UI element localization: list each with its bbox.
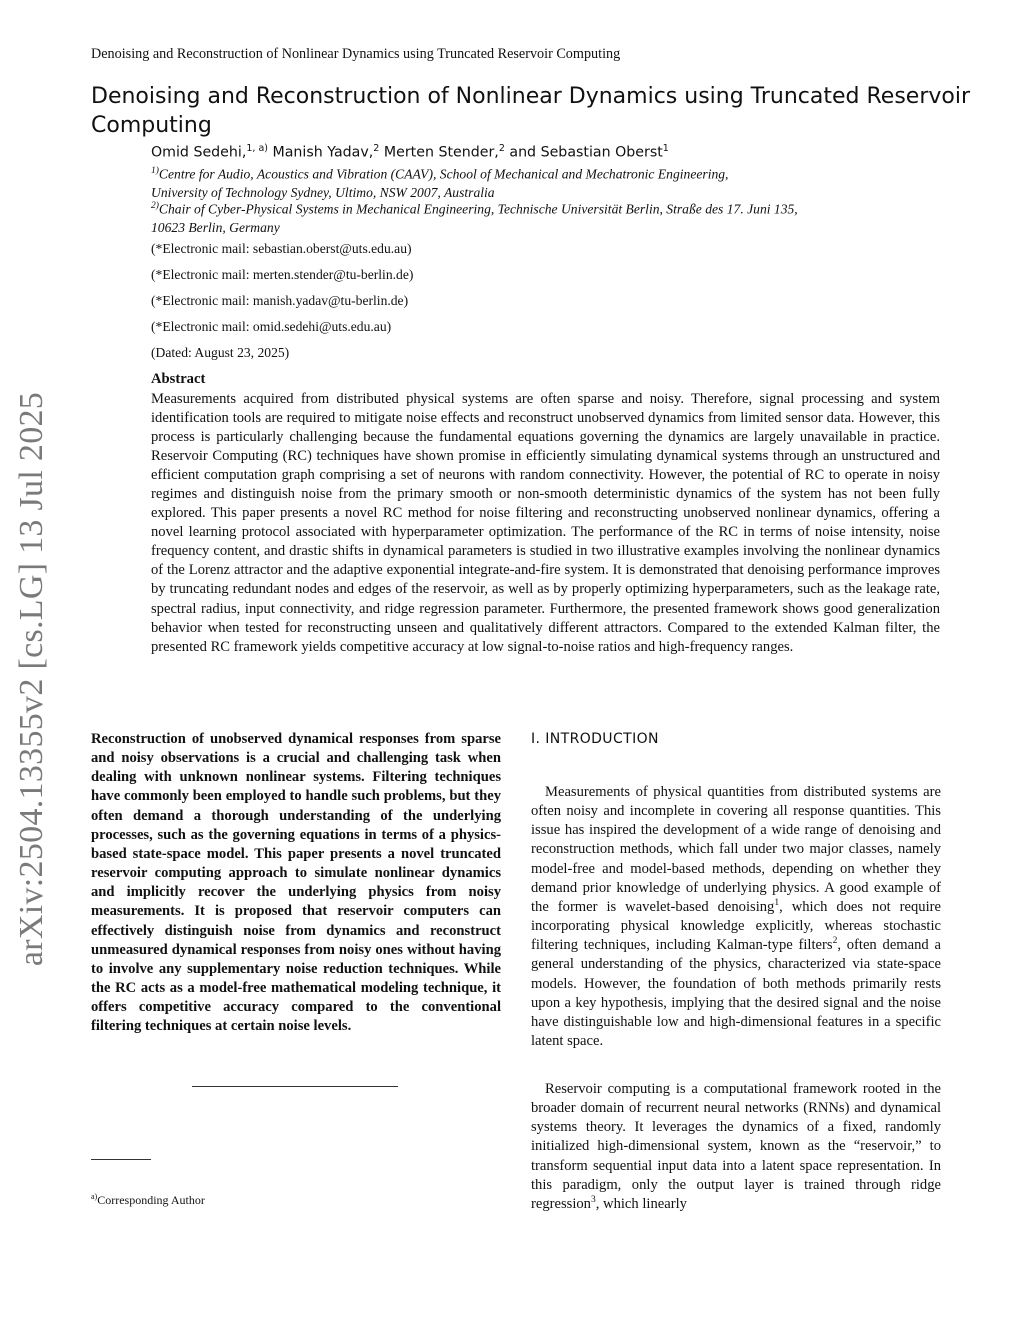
affiliation-line: 10623 Berlin, Germany: [151, 219, 280, 235]
paragraph-text: Reservoir computing is a computational framework rooted in the broader domain of recurrent neural networks (RNNs) and dynamical systems theory. It leverages the dynamics of a fixed, randomly initialized high-dimensional system, known as the “reservoir,” to transform sequential input data into a latent space representation. In this paradigm, only the output layer is trained through ridge regression: [531, 1081, 941, 1212]
citation-ref[interactable]: 1: [774, 898, 780, 909]
email-line: (*Electronic mail: manish.yadav@tu-berlin.de): [151, 293, 409, 308]
footnote-mark: a): [91, 1192, 98, 1201]
affiliation-line: Chair of Cyber-Physical Systems in Mechanical Engineering, Technische Universität Berlin, Straße des 17. Juni 135,: [158, 201, 798, 217]
intro-paragraph-2: [531, 1080, 941, 1214]
paragraph-text: Measurements of physical quantities from distributed systems are often noisy and incomplete in covering all response quantities. This issue has inspired the development of a wide range of denoising and reconstruction methods, which fall under two major classes, namely model-free and model-based methods, depending on whether they demand prior knowledge of underlying physics. A good example of the former is wavelet-based denoising: [531, 784, 941, 915]
abstract-heading: Abstract: [151, 371, 206, 387]
arxiv-identifier-stamp: [2, 376, 62, 982]
abstract-text: Measurements acquired from distributed physical systems are often sparse and noisy. Therefore, signal processing and system identification tools are required to mitigate noise effects and reconstruct unobserved dynamics from limited sensor data. However, this process is particularly challenging because the fundamental equations governing the dynamics are largely unavailable in practice. Reservoir Computing (RC) techniques have shown promise in efficiently simulating dynamical systems through an unstructured and efficient computation graph comprising a set of neurons with random connectivity. However, the potential of RC to operate in noisy regimes and distinguish noise from the primary smooth or non-smooth deterministic dynamics of the system has not been fully explored. This paper presents a novel RC method for noise filtering and reconstructing unobserved nonlinear dynamics, offering a novel learning protocol associated with hyperparameter optimization. The performance of the RC in terms of noise intensity, noise frequency content, and drastic shifts in dynamical parameters is studied in two illustrative examples involving the nonlinear dynamics of the Lorenz attractor and the adaptive exponential integrate-and-fire system. It is demonstrated that denoising performance improves by truncating redundant nodes and edges of the reservoir, as well as by properly optimizing hyperparameters, such as the leakage rate, spectral radius, input connectivity, and ridge regression parameter. Furthermore, the presented framework shows good generalization behavior when tested for reconstructing unseen and qualitatively different attractors. Compared to the extended Kalman filter, the presented RC framework yields competitive accuracy at low signal-to-noise ratios and high-frequency ranges.: [151, 391, 940, 655]
paragraph-text: , which does not require incorporating physical knowledge explicitly, whereas stochastic filtering techniques, including Kalman-type filters: [531, 898, 941, 954]
author-affiliation-mark: 2: [373, 143, 380, 154]
affiliation-line: Centre for Audio, Acoustics and Vibration (CAAV), School of Mechanical and Mechatronic Engineering,: [158, 166, 729, 182]
paragraph-text: , often demand a general understanding of the physics, characterized via state-space models. However, the foundation of both methods primarily rests upon a key hypothesis, implying that the desired signal and the noise have distinguishable low and high-dimensional features in a specific latent space.: [531, 937, 941, 1050]
author-name: Omid Sedehi,: [151, 144, 247, 161]
paragraph-text: , which linearly: [595, 1195, 687, 1212]
affiliation-1: [151, 162, 951, 202]
email-line: (*Electronic mail: merten.stender@tu-berlin.de): [151, 267, 414, 282]
author-affiliation-mark: 1: [662, 143, 669, 154]
citation-ref[interactable]: 2: [832, 936, 838, 947]
footnote-text: Corresponding Author: [97, 1193, 205, 1207]
affiliation-2: [151, 197, 951, 237]
dated-line: (Dated: August 23, 2025): [151, 345, 290, 360]
author-name: Manish Yadav,: [272, 144, 374, 161]
footnote: [91, 1192, 205, 1208]
intro-paragraph-1: [531, 783, 941, 1051]
footnote-divider: [91, 1159, 151, 1160]
email-line: (*Electronic mail: omid.sedehi@uts.edu.au): [151, 319, 392, 334]
citation-ref[interactable]: 3: [590, 1195, 596, 1206]
section-heading-introduction: I. INTRODUCTION: [531, 731, 659, 747]
lay-summary: Reconstruction of unobserved dynamical responses from sparse and noisy observations is a crucial and challenging task when dealing with unknown nonlinear systems. Filtering techniques have commonly been employed to handle such problems, but they often demand a thorough understanding of the underlying processes, such as the governing equations in terms of a physics-based state-space model. This paper presents a novel truncated reservoir computing approach to simulate nonlinear dynamics and implicitly recover the underlying physics from noisy measurements. It is proposed that reservoir computers can effectively distinguish noise from dynamics and reconstruct unmeasured dynamical responses from noisy ones without having to involve any supplementary noise reduction techniques. While the RC acts as a model-free mathematical modeling technique, it offers competitive accuracy compared to the conventional filtering techniques at certain noise levels.: [91, 731, 501, 1035]
summary-divider: [192, 1086, 398, 1087]
affiliation-mark: 1): [151, 166, 159, 176]
author-affiliation-mark: 2: [498, 143, 505, 154]
author-list: [151, 143, 669, 161]
paper-title: Denoising and Reconstruction of Nonlinear Dynamics using Truncated Reservoir Computing: [91, 84, 971, 138]
author-name: and Sebastian Oberst: [509, 144, 663, 161]
affiliation-line: University of Technology Sydney, Ultimo, NSW 2007, Australia: [151, 184, 495, 200]
running-header: Denoising and Reconstruction of Nonlinear Dynamics using Truncated Reservoir Computing: [91, 46, 621, 62]
author-affiliation-mark: 1, a): [246, 143, 268, 154]
affiliation-mark: 2): [151, 201, 159, 211]
email-line: (*Electronic mail: sebastian.oberst@uts.edu.au): [151, 241, 412, 256]
arxiv-identifier-text[interactable]: arXiv:2504.13355v2 [cs.LG] 13 Jul 2025: [13, 391, 51, 967]
author-name: Merten Stender,: [383, 144, 499, 161]
